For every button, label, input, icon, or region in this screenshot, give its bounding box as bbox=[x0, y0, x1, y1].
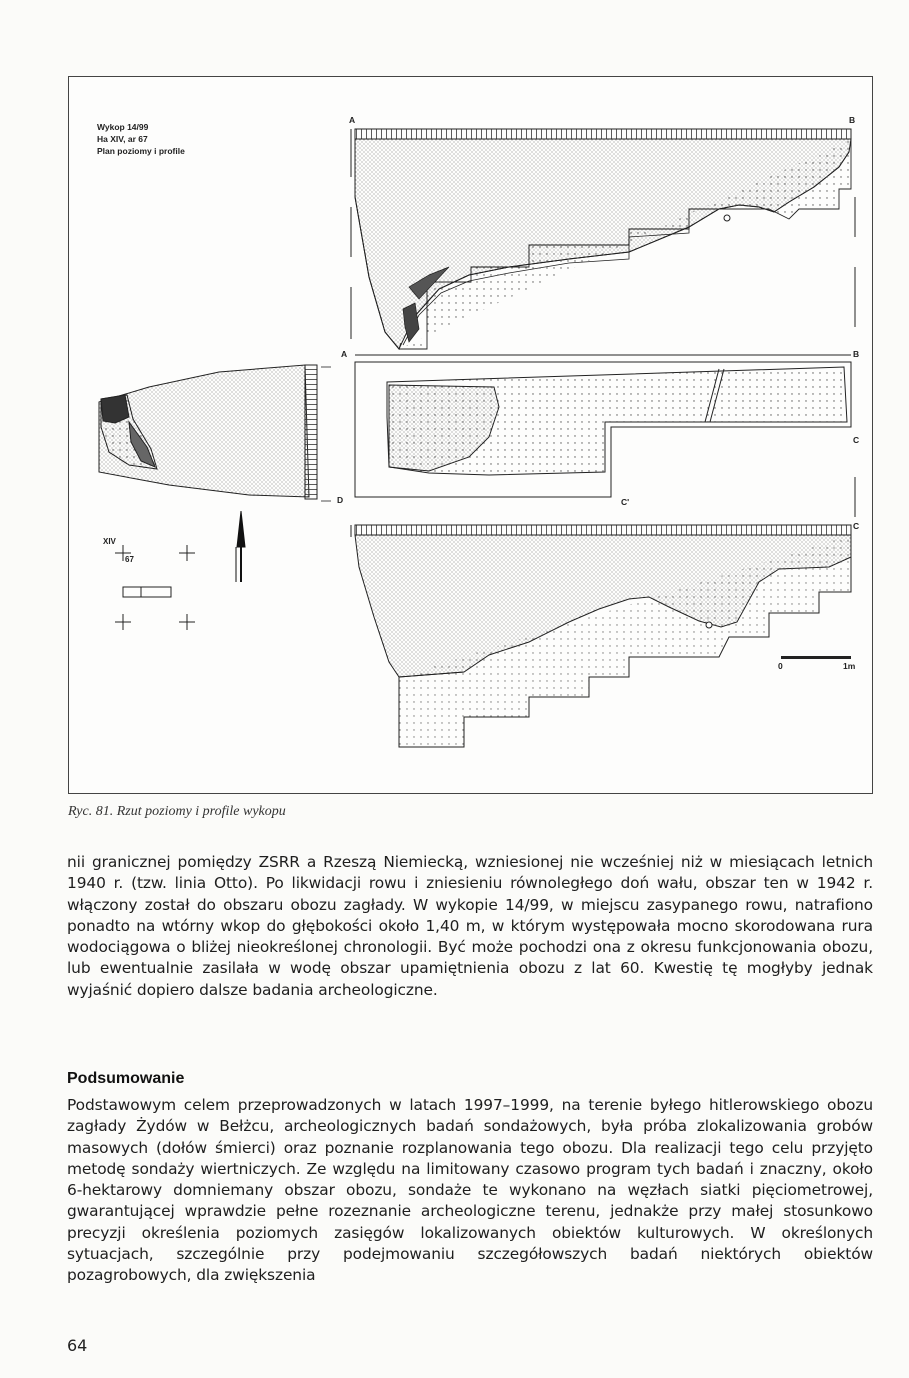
plan-view bbox=[99, 365, 331, 501]
label-b-mid: B bbox=[853, 349, 860, 359]
label-c-low: C bbox=[853, 521, 860, 531]
figure-plan-and-profiles bbox=[68, 76, 873, 794]
label-a-top: A bbox=[349, 115, 356, 125]
profile-a-b bbox=[351, 129, 855, 349]
scale-label-0: 0 bbox=[778, 661, 783, 671]
label-d-mid: D bbox=[337, 495, 344, 505]
meta-line-2: Ha XIV, ar 67 bbox=[97, 134, 148, 144]
meta-line-1: Wykop 14/99 bbox=[97, 122, 149, 132]
meta-line-3: Plan poziomy i profile bbox=[97, 146, 185, 156]
scale-label-1m: 1m bbox=[843, 661, 856, 671]
north-arrow-icon bbox=[236, 511, 245, 582]
figure-meta-text bbox=[97, 121, 185, 157]
profile-c-d bbox=[351, 477, 855, 747]
scale-bar bbox=[781, 656, 851, 659]
grid-label-67: 67 bbox=[125, 555, 134, 564]
body-paragraph-2: Podstawowym celem przeprowadzonych w latach 1997–1999, na terenie byłego hitlerowskiego obozu zagłady Żydów w Bełżcu, archeologicznych badań sondażowych, była próba zlokalizowania grobów masowych (dołów śmierci) oraz poznanie rozplanowania tego obozu. Dla realizacji tego celu przyjęto metodę sondaży wiertniczych. Ze względu na limitowany czasowo program tych badań i znaczny, około 6-hektarowy domniemany obszar obozu, sondaże te wykonano na węzłach siatki pięciometrowej, gwarantującej wprawdzie pełne rozeznanie archeologiczne terenu, jednakże przy małej stosunkowo precyzji określenia poziomych zasięgów lokalizowanych obiektów kulturowych. W określonych sytuacjach, szczególnie przy podejmowaniu szczegółowszych badań niektórych obiektów pozagrobowych, dla zwiększenia bbox=[67, 1096, 873, 1285]
section-heading: Podsumowanie bbox=[67, 1070, 185, 1087]
label-c-prime: C' bbox=[621, 497, 630, 507]
plan-right bbox=[355, 355, 851, 497]
excavation-drawing bbox=[69, 77, 874, 795]
label-a-mid: A bbox=[341, 349, 348, 359]
label-b-top: B bbox=[849, 115, 856, 125]
grid-label-xiv: XIV bbox=[103, 537, 116, 546]
page-number: 64 bbox=[67, 1336, 88, 1355]
figure-caption: Ryc. 81. Rzut poziomy i profile wykopu bbox=[68, 804, 286, 819]
label-c-right: C bbox=[853, 435, 860, 445]
body-paragraph-1: nii granicznej pomiędzy ZSRR a Rzeszą Niemiecką, wzniesionej nie wcześniej niż w miesiącach letnich 1940 r. (tzw. linia Otto). Po likwidacji rowu i zniesieniu równoległego doń wału, obszar ten w 1942 r. włączony został do obszaru obozu zagłady. W wykopie 14/99, w miejscu zasypanego rowu, natrafiono ponadto na wtórny wkop do głębokości około 1,40 m, w którym występowała mocno skorodowana rura wodociągowa o bliżej nieokreślonej chronologii. Być może pochodzi ona z okresu funkcjonowania obozu, lub ewentualnie zasilała w wodę obszar upamiętnienia obozu z lat 60. Kwestię tę mogłyby jednak wyjaśnić dopiero dalsze badania archeologiczne. bbox=[67, 853, 873, 999]
